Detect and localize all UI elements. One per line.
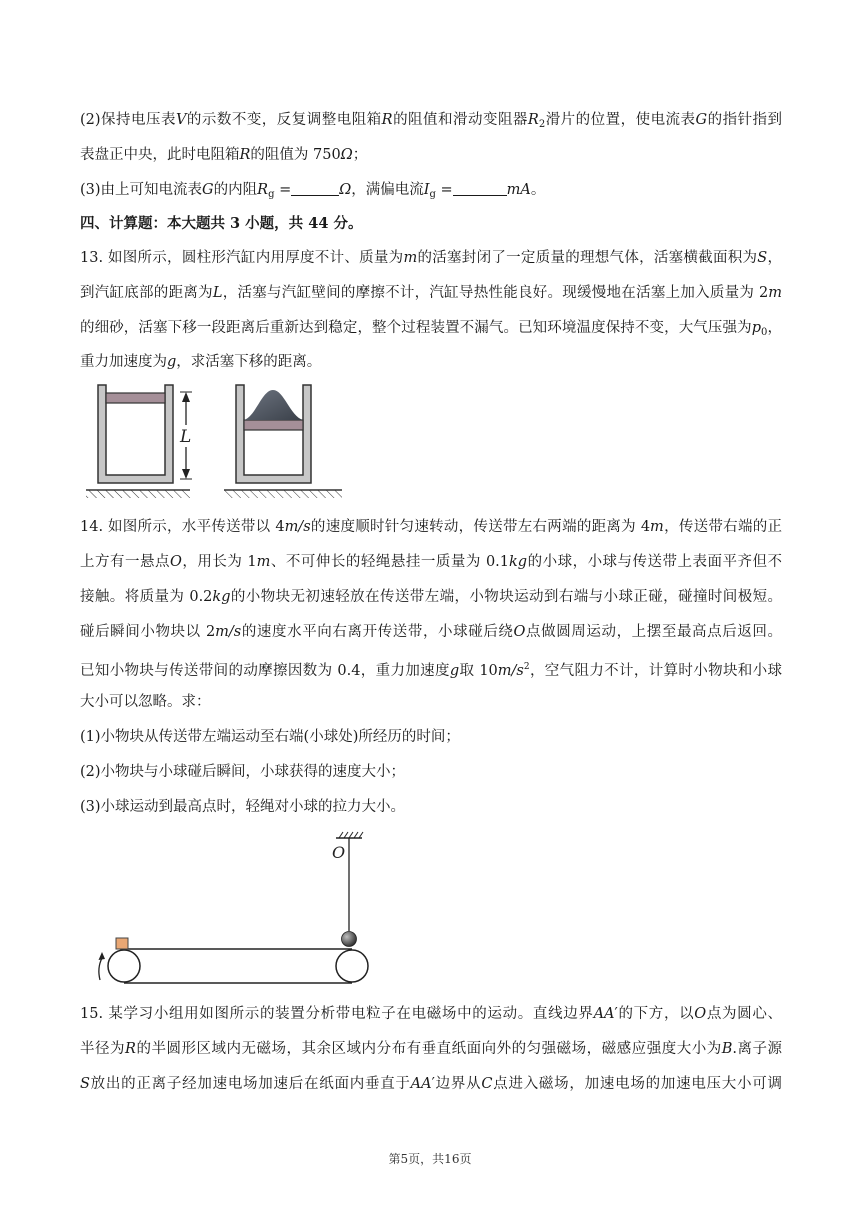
piston-left [106, 393, 165, 403]
q14-line6: 大小可以忽略。求： [80, 694, 211, 710]
pulley-right [336, 950, 368, 982]
q15-line1: 15. 某学习小组用如图所示的装置分析带电粒子在电磁场中的运动。直线边界AA′的下方，以O点为圆心、 [80, 1006, 783, 1022]
pivot-label: O [332, 843, 346, 862]
answer-blank-ig[interactable] [453, 181, 507, 196]
conveyor-figure [90, 828, 390, 993]
conveyor-belt [108, 949, 368, 983]
sand-pile [244, 390, 303, 420]
cylinder-right [224, 385, 342, 498]
q13-line1: 13. 如图所示，圆柱形汽缸内用厚度不计、质量为m的活塞封闭了一定质量的理想气体，活塞横截面积为S， [80, 250, 783, 266]
cylinder-left [86, 385, 190, 498]
q14-line2: 上方有一悬点O，用长为 1m、不可伸长的轻绳悬挂一质量为 0.1kg的小球，小球与传送带上表面平齐但不 [80, 554, 783, 570]
q14-line1: 14. 如图所示，水平传送带以 4m/s的速度顺时针匀速转动，传送带左右两端的距离为 4m，传送带右端的正 [80, 519, 782, 535]
q13-line2: 到汽缸底部的距离为L，活塞与汽缸壁间的摩擦不计，汽缸导热性能良好。现缓慢地在活塞上加入质量为 2m [80, 285, 782, 301]
q13-line3: 的细砂，活塞下移一段距离后重新达到稳定，整个过程装置不漏气。已知环境温度保持不变，大气压强为$p_0$， [80, 320, 783, 338]
pivot-support [336, 832, 363, 838]
ground-hatch-left [86, 490, 190, 498]
q14-subq1: (1)小物块从传送带左端运动至右端(小球处)所经历的时间； [80, 729, 460, 745]
ground-hatch-right [224, 490, 342, 498]
length-label: L [180, 427, 192, 447]
q14-subq2: (2)小物块与小球碰后瞬间，小球获得的速度大小； [80, 764, 406, 780]
q13-line4: 重力加速度为g，求活塞下移的距离。 [80, 354, 322, 370]
answer-blank-rg[interactable] [291, 181, 339, 196]
q14-subq3: (3)小球运动到最高点时，轻绳对小球的拉力大小。 [80, 799, 406, 815]
section-heading: 四、计算题：本大题共 3 小题，共 44 分。 [80, 215, 363, 232]
piston-right [244, 420, 303, 430]
q14-line4: 碰后瞬间小物块以 2m/s的速度水平向右离开传送带，小球碰后绕O点做圆周运动，上摆至最高点后返回。 [80, 624, 783, 640]
length-indicator [179, 392, 192, 479]
q12-step3-line: (3)由上可知电流表G的内阻$R_g = \Omega$，满偏电流$I_g$ = mA。 [80, 182, 546, 200]
cylinder-figure [80, 380, 350, 505]
q14-line5: 已知小物块与传送带间的动摩擦因数为 0.4，重力加速度g取 $10m/s^2$，空气阻力不计，计算时小物块和小球 [80, 662, 783, 679]
q15-line3: S放出的正离子经加速电场加速后在纸面内垂直于AA′边界从C点进入磁场，加速电场的加速电压大小可调 [80, 1076, 783, 1092]
ball [342, 932, 357, 947]
q14-line3: 接触。将质量为 0.2kg的小物块无初速轻放在传送带左端，小物块运动到右端与小球正碰，碰撞时间极短。 [80, 589, 783, 605]
q12-step2-line1: (2)保持电压表V的示数不变，反复调整电阻箱R的阻值和滑动变阻器$R_2$滑片的位置，使电流表G的指针指到 [80, 112, 783, 130]
pulley-left [108, 950, 140, 982]
block [116, 938, 128, 949]
q12-step2-line2: 表盘正中央，此时电阻箱R的阻值为 750Ω； [80, 147, 368, 163]
q15-line2: 半径为R的半圆形区域内无磁场，其余区域内分布有垂直纸面向外的匀强磁场，磁感应强度大小为B.离子源 [80, 1041, 783, 1057]
rotation-arrow-icon [99, 952, 106, 980]
page-footer: 第5页，共16页 [388, 1152, 472, 1166]
